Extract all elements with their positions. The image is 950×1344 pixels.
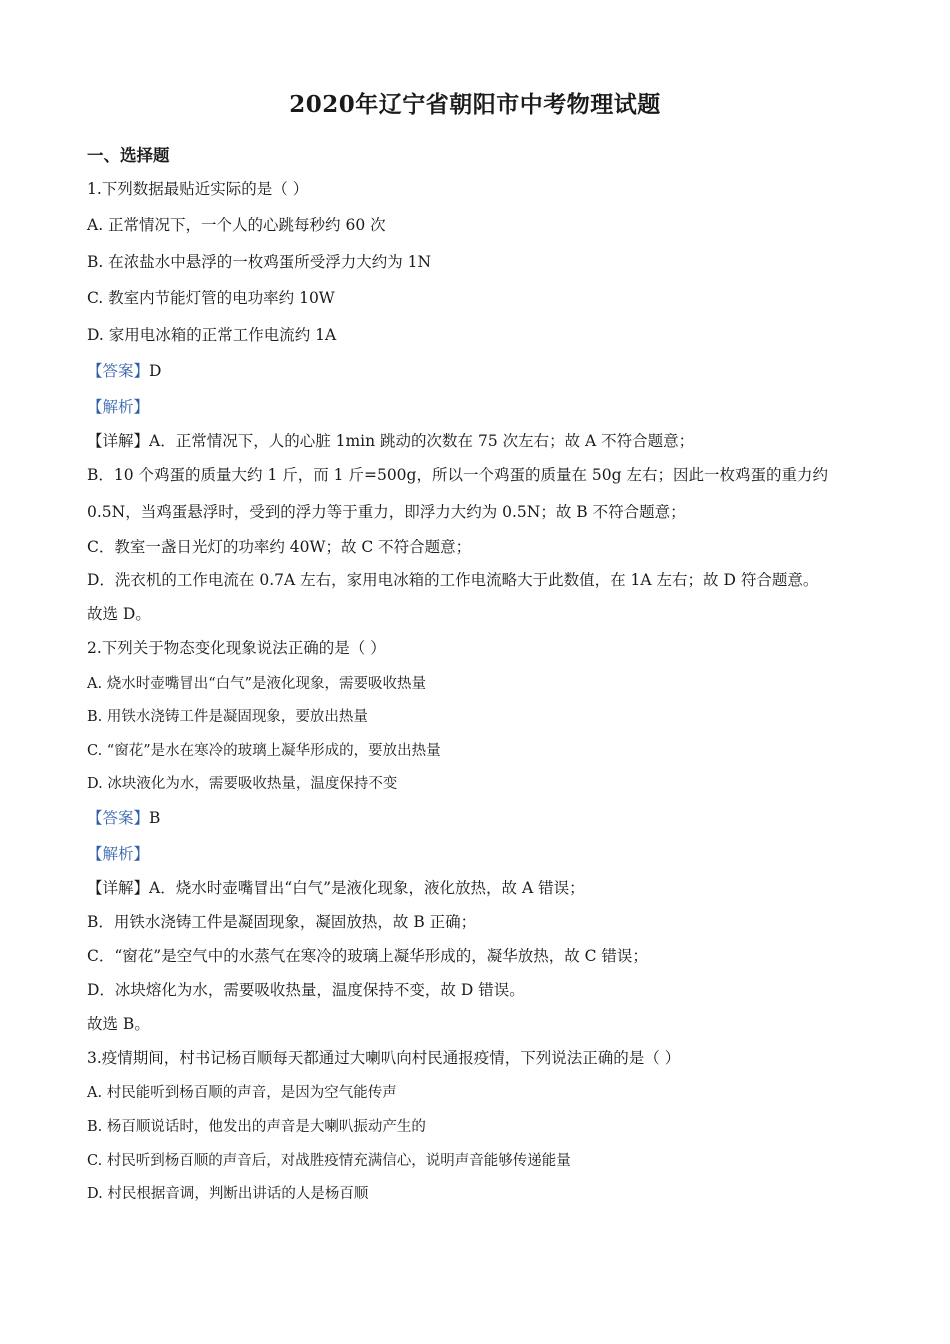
question-2-option-d: D. 冰块液化为水，需要吸收热量，温度保持不变 [87,776,398,792]
question-1-detail-line: 【详解】A．正常情况下，人的心脏 1min 跳动的次数在 75 次左右；故 A 不符合题意； [87,432,695,450]
answer-value: D [149,362,162,380]
question-1-option-b: B. 在浓盐水中悬浮的一枚鸡蛋所受浮力大约为 1N [87,253,432,271]
question-1-conclusion: 故选 D。 [87,605,151,623]
question-1-option-c: C. 教室内节能灯管的电功率约 10W [87,289,335,307]
question-3-option-b: B. 杨百顺说话时，他发出的声音是大喇叭振动产生的 [87,1119,426,1135]
answer-value: B [149,809,161,827]
question-1-analysis-label: 【解析】 [87,398,150,416]
question-2-option-a: A. 烧水时壶嘴冒出“白气”是液化现象，需要吸收热量 [87,676,427,692]
section-heading: 一、选择题 [87,146,170,165]
question-3-stem: 3.疫情期间，村书记杨百顺每天都通过大喇叭向村民通报疫情，下列说法正确的是（ ） [87,1049,681,1067]
question-2-detail-line: D．冰块熔化为水，需要吸收热量，温度保持不变，故 D 错误。 [87,981,525,999]
question-3-option-a: A. 村民能听到杨百顺的声音，是因为空气能传声 [87,1085,397,1101]
question-2-detail-line: 【详解】A．烧水时壶嘴冒出“白气”是液化现象，液化放热，故 A 错误； [87,879,585,897]
question-1-stem: 1.下列数据最贴近实际的是（ ） [87,180,309,198]
question-2-option-b: B. 用铁水浇铸工件是凝固现象，要放出热量 [87,709,368,725]
question-3-option-d: D. 村民根据音调，判断出讲话的人是杨百顺 [87,1186,369,1202]
question-2-conclusion: 故选 B。 [87,1015,150,1033]
question-1-detail-line: B．10 个鸡蛋的质量大约 1 斤，而 1 斤=500g，所以一个鸡蛋的质量在 50g 左右；因此一枚鸡蛋的重力约 [87,466,828,484]
question-1-detail-line: C．教室一盏日光灯的功率约 40W；故 C 不符合题意； [87,538,472,556]
question-2-option-c: C. “窗花”是水在寒冷的玻璃上凝华形成的，要放出热量 [87,743,441,759]
question-1-option-a: A. 正常情况下，一个人的心跳每秒约 60 次 [87,216,386,234]
question-1-detail-line: D．洗衣机的工作电流在 0.7A 左右，家用电冰箱的工作电流略大于此数值，在 1A 左右；故 D 符合题意。 [87,571,819,589]
document-title: 2020年辽宁省朝阳市中考物理试题 [289,91,661,118]
question-3-option-c: C. 村民听到杨百顺的声音后，对战胜疫情充满信心，说明声音能够传递能量 [87,1153,571,1169]
question-1-answer [87,361,161,381]
question-2-detail-line: C．“窗花”是空气中的水蒸气在寒冷的玻璃上凝华形成的，凝华放热，故 C 错误； [87,947,648,965]
question-2-detail-line: B．用铁水浇铸工件是凝固现象，凝固放热，故 B 正确； [87,913,477,931]
question-2-stem: 2.下列关于物态变化现象说法正确的是（ ） [87,639,386,657]
question-2-answer [87,808,160,828]
question-1-detail-line: 0.5N，当鸡蛋悬浮时，受到的浮力等于重力，即浮力大约为 0.5N；故 B 不符合题意； [87,503,686,521]
question-2-analysis-label: 【解析】 [87,845,150,863]
answer-label: 【答案】 [87,809,150,827]
question-1-option-d: D. 家用电冰箱的正常工作电流约 1A [87,326,337,344]
answer-label: 【答案】 [87,362,150,380]
